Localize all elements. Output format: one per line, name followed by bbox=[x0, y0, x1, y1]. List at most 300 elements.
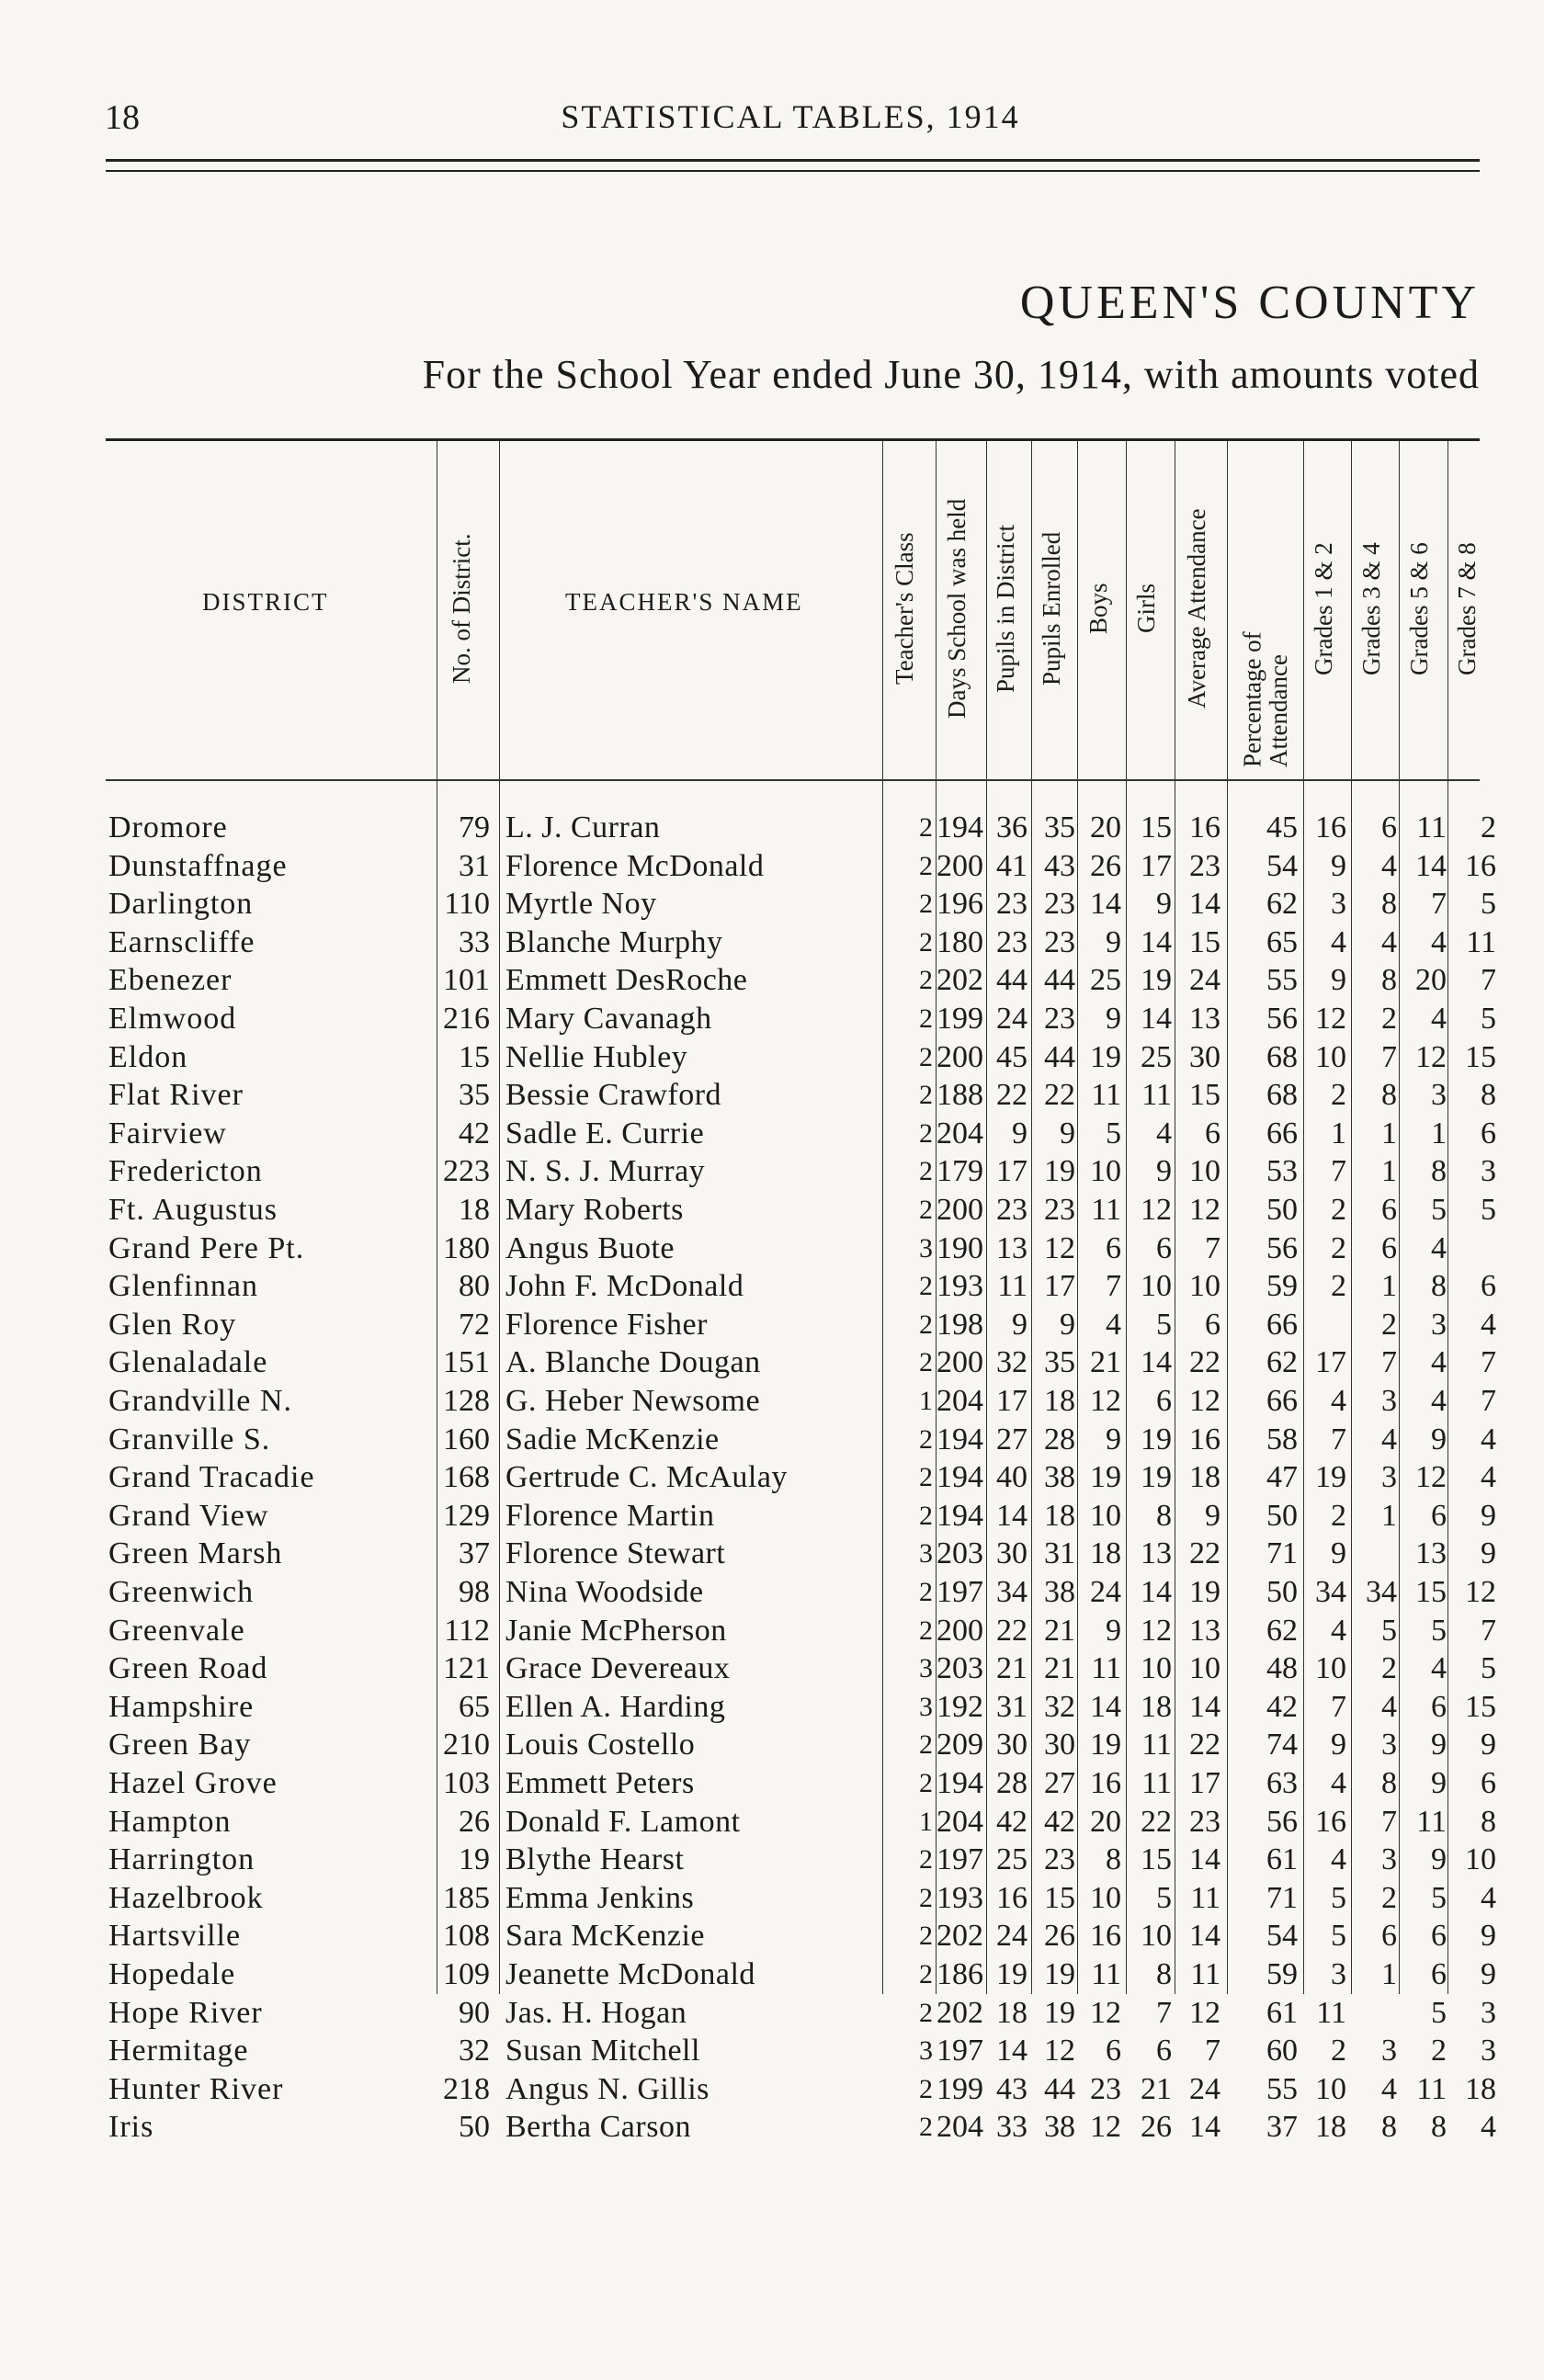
pupils-district-cell: 41 bbox=[996, 848, 1027, 883]
percentage-attendance-cell: 61 bbox=[1266, 1842, 1298, 1877]
teacher-name-cell: John F. McDonald bbox=[505, 1269, 744, 1304]
pupils-district-cell: 36 bbox=[996, 810, 1027, 844]
pupils-enrolled-cell: 38 bbox=[1044, 1460, 1075, 1495]
average-attendance-cell: 9 bbox=[1205, 1498, 1220, 1533]
table-row bbox=[0, 1421, 1544, 1458]
percentage-attendance-cell: 66 bbox=[1266, 1384, 1298, 1418]
table-row bbox=[0, 2070, 1544, 2108]
boys-cell: 5 bbox=[1106, 1116, 1121, 1150]
grades-7-8-cell: 7 bbox=[1481, 1384, 1496, 1418]
district-number-cell: 103 bbox=[443, 1766, 490, 1800]
average-attendance-cell: 11 bbox=[1190, 1880, 1220, 1915]
teacher-name-cell: Emma Jenkins bbox=[505, 1880, 695, 1915]
grades-7-8-cell: 3 bbox=[1481, 2034, 1496, 2068]
days-held-cell: 202 bbox=[937, 963, 983, 998]
grades-5-6-cell: 20 bbox=[1415, 963, 1447, 998]
teacher-name-cell: Donald F. Lamont bbox=[505, 1804, 741, 1839]
grades-3-4-cell: 1 bbox=[1381, 1116, 1397, 1150]
boys-cell: 21 bbox=[1090, 1345, 1121, 1380]
pupils-enrolled-cell: 21 bbox=[1044, 1651, 1075, 1686]
days-held-cell: 197 bbox=[937, 1842, 983, 1877]
average-attendance-cell: 6 bbox=[1205, 1116, 1220, 1150]
grades-1-2-cell: 7 bbox=[1331, 1154, 1346, 1189]
boys-cell: 11 bbox=[1091, 1651, 1121, 1686]
percentage-attendance-cell: 54 bbox=[1266, 848, 1298, 883]
teacher-name-cell: Susan Mitchell bbox=[505, 2034, 700, 2068]
district-cell: Hopedale bbox=[108, 1957, 236, 1991]
teacher-class-cell: 2 bbox=[919, 1156, 933, 1187]
grades-3-4-cell: 1 bbox=[1381, 1957, 1397, 1991]
girls-cell: 14 bbox=[1141, 1345, 1172, 1380]
average-attendance-cell: 11 bbox=[1190, 1957, 1220, 1991]
header-rule bbox=[106, 159, 1480, 162]
girls-cell: 10 bbox=[1141, 1919, 1172, 1954]
days-held-cell: 200 bbox=[937, 1613, 983, 1648]
percentage-attendance-cell: 74 bbox=[1266, 1728, 1298, 1762]
girls-cell: 14 bbox=[1141, 924, 1172, 959]
average-attendance-cell: 14 bbox=[1189, 887, 1220, 922]
grades-5-6-cell: 5 bbox=[1431, 1193, 1447, 1227]
teacher-name-cell: Emmett DesRoche bbox=[505, 963, 748, 998]
pupils-district-cell: 9 bbox=[1012, 1307, 1027, 1342]
district-cell: Glen Roy bbox=[108, 1307, 237, 1342]
district-number-cell: 37 bbox=[459, 1536, 490, 1571]
grades-7-8-cell: 9 bbox=[1481, 1498, 1496, 1533]
girls-cell: 6 bbox=[1156, 1230, 1172, 1265]
district-cell: Greenvale bbox=[108, 1613, 245, 1648]
column-header-district: DISTRICT bbox=[202, 588, 329, 616]
girls-cell: 25 bbox=[1141, 1039, 1172, 1074]
grades-3-4-cell: 4 bbox=[1381, 2071, 1397, 2106]
days-held-cell: 194 bbox=[937, 1460, 983, 1495]
table-row bbox=[0, 1343, 1544, 1381]
district-number-cell: 185 bbox=[443, 1880, 490, 1915]
girls-cell: 8 bbox=[1156, 1498, 1172, 1533]
district-number-cell: 79 bbox=[459, 810, 490, 844]
percentage-attendance-cell: 58 bbox=[1266, 1422, 1298, 1456]
grades-1-2-cell: 3 bbox=[1331, 887, 1346, 922]
pupils-enrolled-cell: 38 bbox=[1044, 1575, 1075, 1609]
table-row bbox=[0, 809, 1544, 846]
days-held-cell: 194 bbox=[937, 1422, 983, 1456]
district-number-cell: 210 bbox=[443, 1728, 490, 1762]
grades-1-2-cell: 11 bbox=[1316, 1995, 1346, 2030]
teacher-name-cell: Nina Woodside bbox=[505, 1575, 704, 1609]
table-row bbox=[0, 2032, 1544, 2069]
girls-cell: 26 bbox=[1141, 2110, 1172, 2145]
district-cell: Greenwich bbox=[108, 1575, 255, 1609]
teacher-name-cell: L. J. Curran bbox=[505, 810, 661, 844]
pupils-enrolled-cell: 28 bbox=[1044, 1422, 1075, 1456]
teacher-name-cell: Emmett Peters bbox=[505, 1766, 695, 1800]
grades-1-2-cell: 10 bbox=[1315, 2071, 1346, 2106]
boys-cell: 10 bbox=[1090, 1154, 1121, 1189]
percentage-label-line1: Percentage of bbox=[1238, 631, 1266, 767]
average-attendance-cell: 22 bbox=[1189, 1536, 1220, 1571]
teacher-name-cell: Blanche Murphy bbox=[505, 924, 723, 959]
teacher-name-cell: A. Blanche Dougan bbox=[505, 1345, 761, 1380]
table-row bbox=[0, 1917, 1544, 1955]
girls-cell: 5 bbox=[1156, 1880, 1172, 1915]
girls-cell: 9 bbox=[1156, 887, 1172, 922]
girls-cell: 17 bbox=[1141, 848, 1172, 883]
grades-3-4-cell: 7 bbox=[1381, 1804, 1397, 1839]
grades-5-6-cell: 4 bbox=[1431, 1345, 1447, 1380]
grades-1-2-cell: 4 bbox=[1331, 1613, 1346, 1648]
grades-7-8-cell: 3 bbox=[1481, 1154, 1496, 1189]
district-number-cell: 110 bbox=[444, 887, 490, 922]
district-number-cell: 26 bbox=[459, 1804, 490, 1839]
girls-cell: 19 bbox=[1141, 1460, 1172, 1495]
grades-5-6-cell: 4 bbox=[1431, 924, 1447, 959]
table-row bbox=[0, 1152, 1544, 1190]
grades-5-6-cell: 5 bbox=[1431, 1995, 1447, 2030]
girls-cell: 10 bbox=[1141, 1269, 1172, 1304]
grades-3-4-cell: 1 bbox=[1381, 1154, 1397, 1189]
grades-3-4-cell: 3 bbox=[1381, 1384, 1397, 1418]
district-number-cell: 50 bbox=[459, 2110, 490, 2145]
days-held-cell: 197 bbox=[937, 1575, 983, 1609]
percentage-attendance-cell: 50 bbox=[1266, 1575, 1298, 1609]
grades-1-2-cell: 7 bbox=[1331, 1422, 1346, 1456]
grades-1-2-cell: 2 bbox=[1331, 2034, 1346, 2068]
percentage-attendance-cell: 62 bbox=[1266, 1613, 1298, 1648]
percentage-attendance-cell: 61 bbox=[1266, 1995, 1298, 2030]
grades-3-4-cell: 4 bbox=[1381, 924, 1397, 959]
days-held-cell: 209 bbox=[937, 1728, 983, 1762]
grades-1-2-cell: 10 bbox=[1315, 1039, 1346, 1074]
table-row bbox=[0, 1306, 1544, 1343]
teacher-class-cell: 2 bbox=[919, 1080, 933, 1111]
pupils-district-cell: 14 bbox=[996, 2034, 1027, 2068]
teacher-class-cell: 3 bbox=[919, 1538, 933, 1570]
pupils-district-cell: 30 bbox=[996, 1728, 1027, 1762]
pupils-district-cell: 33 bbox=[996, 2110, 1027, 2145]
grades-3-4-cell: 8 bbox=[1381, 887, 1397, 922]
percentage-attendance-cell: 62 bbox=[1266, 887, 1298, 922]
days-held-cell: 180 bbox=[937, 924, 983, 959]
table-row bbox=[0, 1191, 1544, 1229]
teacher-name-cell: Florence Martin bbox=[505, 1498, 715, 1533]
pupils-enrolled-cell: 12 bbox=[1044, 1230, 1075, 1265]
teacher-name-cell: Ellen A. Harding bbox=[505, 1689, 726, 1724]
teacher-name-cell: Florence Fisher bbox=[505, 1307, 708, 1342]
column-header-days-held: Days School was held bbox=[943, 498, 971, 720]
grades-7-8-cell: 4 bbox=[1481, 1307, 1496, 1342]
grades-7-8-cell: 4 bbox=[1481, 1880, 1496, 1915]
boys-cell: 10 bbox=[1090, 1880, 1121, 1915]
grades-7-8-cell: 9 bbox=[1481, 1728, 1496, 1762]
grades-5-6-cell: 14 bbox=[1415, 848, 1447, 883]
grades-7-8-cell: 6 bbox=[1481, 1269, 1496, 1304]
pupils-enrolled-cell: 38 bbox=[1044, 2110, 1075, 2145]
district-number-cell: 80 bbox=[459, 1269, 490, 1304]
teacher-class-cell: 2 bbox=[919, 1959, 933, 1989]
pupils-district-cell: 45 bbox=[996, 1039, 1027, 1074]
grades-7-8-cell: 5 bbox=[1481, 1651, 1496, 1686]
grades-7-8-cell: 4 bbox=[1481, 1460, 1496, 1495]
table-row bbox=[0, 2108, 1544, 2146]
grades-3-4-cell: 2 bbox=[1381, 1651, 1397, 1686]
district-cell: Darlington bbox=[108, 887, 254, 922]
average-attendance-cell: 13 bbox=[1189, 1613, 1220, 1648]
percentage-attendance-cell: 65 bbox=[1266, 924, 1298, 959]
pupils-enrolled-cell: 12 bbox=[1044, 2034, 1075, 2068]
grades-3-4-cell: 8 bbox=[1381, 1766, 1397, 1800]
pupils-enrolled-cell: 9 bbox=[1060, 1307, 1075, 1342]
boys-cell: 11 bbox=[1091, 1193, 1121, 1227]
boys-cell: 16 bbox=[1090, 1766, 1121, 1800]
pupils-enrolled-cell: 35 bbox=[1044, 1345, 1075, 1380]
pupils-district-cell: 34 bbox=[996, 1575, 1027, 1609]
boys-cell: 9 bbox=[1106, 1613, 1121, 1648]
grades-5-6-cell: 13 bbox=[1415, 1536, 1447, 1571]
table-row bbox=[0, 1115, 1544, 1152]
pupils-district-cell: 23 bbox=[996, 924, 1027, 959]
column-header-average-attendance: Average Attendance bbox=[1183, 508, 1210, 709]
percentage-attendance-cell: 59 bbox=[1266, 1957, 1298, 1991]
teacher-name-cell: Myrtle Noy bbox=[505, 887, 657, 922]
average-attendance-cell: 23 bbox=[1189, 848, 1220, 883]
pupils-district-cell: 22 bbox=[996, 1613, 1027, 1648]
table-row bbox=[0, 1573, 1544, 1611]
column-header-grades-5-6: Grades 5 & 6 bbox=[1405, 542, 1433, 675]
girls-cell: 22 bbox=[1141, 1804, 1172, 1839]
grades-5-6-cell: 3 bbox=[1431, 1307, 1447, 1342]
average-attendance-cell: 14 bbox=[1189, 1689, 1220, 1724]
district-cell: Flat River bbox=[108, 1078, 244, 1113]
pupils-enrolled-cell: 23 bbox=[1044, 1842, 1075, 1877]
girls-cell: 9 bbox=[1156, 1154, 1172, 1189]
grades-7-8-cell: 12 bbox=[1465, 1575, 1496, 1609]
girls-cell: 12 bbox=[1141, 1193, 1172, 1227]
teacher-class-cell: 1 bbox=[919, 1386, 933, 1416]
boys-cell: 11 bbox=[1091, 1957, 1121, 1991]
grades-1-2-cell: 4 bbox=[1331, 1842, 1346, 1877]
column-header-percentage-attendance bbox=[1233, 450, 1298, 767]
days-held-cell: 204 bbox=[937, 1116, 983, 1150]
pupils-district-cell: 43 bbox=[996, 2071, 1027, 2106]
pupils-district-cell: 21 bbox=[996, 1651, 1027, 1686]
grades-5-6-cell: 6 bbox=[1431, 1957, 1447, 1991]
table-row bbox=[0, 924, 1544, 961]
pupils-enrolled-cell: 19 bbox=[1044, 1995, 1075, 2030]
column-header-teacher: TEACHER'S NAME bbox=[565, 588, 803, 616]
grades-1-2-cell: 1 bbox=[1331, 1116, 1346, 1150]
district-number-cell: 90 bbox=[459, 1995, 490, 2030]
grades-7-8-cell: 8 bbox=[1481, 1804, 1496, 1839]
teacher-class-cell: 2 bbox=[919, 1921, 933, 1952]
district-number-cell: 160 bbox=[443, 1422, 490, 1456]
grades-7-8-cell: 5 bbox=[1481, 1193, 1496, 1227]
grades-7-8-cell: 4 bbox=[1481, 1422, 1496, 1456]
grades-7-8-cell: 9 bbox=[1481, 1919, 1496, 1954]
table-row bbox=[0, 1267, 1544, 1305]
boys-cell: 6 bbox=[1106, 2034, 1121, 2068]
grades-3-4-cell: 34 bbox=[1366, 1575, 1397, 1609]
pupils-enrolled-cell: 19 bbox=[1044, 1154, 1075, 1189]
grades-5-6-cell: 1 bbox=[1431, 1116, 1447, 1150]
teacher-class-cell: 2 bbox=[919, 1844, 933, 1876]
grades-5-6-cell: 11 bbox=[1416, 1804, 1447, 1839]
boys-cell: 26 bbox=[1090, 848, 1121, 883]
pupils-enrolled-cell: 44 bbox=[1044, 1039, 1075, 1074]
teacher-class-cell: 2 bbox=[919, 1500, 933, 1531]
teacher-class-cell: 3 bbox=[919, 1232, 933, 1264]
pupils-district-cell: 16 bbox=[996, 1880, 1027, 1915]
pupils-district-cell: 14 bbox=[996, 1498, 1027, 1533]
teacher-class-cell: 3 bbox=[919, 2035, 933, 2067]
percentage-attendance-cell: 50 bbox=[1266, 1498, 1298, 1533]
teacher-class-cell: 3 bbox=[919, 1653, 933, 1684]
boys-cell: 14 bbox=[1090, 887, 1121, 922]
average-attendance-cell: 14 bbox=[1189, 2110, 1220, 2145]
grades-3-4-cell: 4 bbox=[1381, 1422, 1397, 1456]
girls-cell: 4 bbox=[1156, 1116, 1172, 1150]
grades-7-8-cell: 5 bbox=[1481, 1002, 1496, 1036]
teacher-name-cell: Sadie McKenzie bbox=[505, 1422, 720, 1456]
grades-1-2-cell: 9 bbox=[1331, 1728, 1346, 1762]
district-number-cell: 121 bbox=[443, 1651, 490, 1686]
grades-7-8-cell: 9 bbox=[1481, 1957, 1496, 1991]
district-number-cell: 151 bbox=[443, 1345, 490, 1380]
teacher-name-cell: Sara McKenzie bbox=[505, 1919, 706, 1954]
table-row bbox=[0, 1726, 1544, 1763]
boys-cell: 20 bbox=[1090, 1804, 1121, 1839]
boys-cell: 20 bbox=[1090, 810, 1121, 844]
average-attendance-cell: 19 bbox=[1189, 1575, 1220, 1609]
girls-cell: 19 bbox=[1141, 1422, 1172, 1456]
district-number-cell: 15 bbox=[459, 1039, 490, 1074]
teacher-name-cell: Mary Cavanagh bbox=[505, 1002, 712, 1036]
pupils-enrolled-cell: 27 bbox=[1044, 1766, 1075, 1800]
grades-5-6-cell: 7 bbox=[1431, 887, 1447, 922]
days-held-cell: 190 bbox=[937, 1230, 983, 1265]
grades-7-8-cell: 10 bbox=[1465, 1842, 1496, 1877]
district-cell: Iris bbox=[108, 2110, 154, 2145]
teacher-class-cell: 2 bbox=[919, 1882, 933, 1913]
boys-cell: 19 bbox=[1090, 1728, 1121, 1762]
pupils-enrolled-cell: 19 bbox=[1044, 1957, 1075, 1991]
district-cell: Granville S. bbox=[108, 1422, 271, 1456]
average-attendance-cell: 14 bbox=[1189, 1842, 1220, 1877]
district-cell: Grandville N. bbox=[108, 1384, 292, 1418]
teacher-class-cell: 2 bbox=[919, 1309, 933, 1340]
days-held-cell: 203 bbox=[937, 1651, 983, 1686]
grades-3-4-cell: 5 bbox=[1381, 1613, 1397, 1648]
grades-5-6-cell: 4 bbox=[1431, 1230, 1447, 1265]
grades-1-2-cell: 9 bbox=[1331, 963, 1346, 998]
pupils-district-cell: 44 bbox=[996, 963, 1027, 998]
grades-7-8-cell: 6 bbox=[1481, 1116, 1496, 1150]
district-number-cell: 180 bbox=[443, 1230, 490, 1265]
pupils-enrolled-cell: 15 bbox=[1044, 1880, 1075, 1915]
table-row bbox=[0, 1535, 1544, 1572]
percentage-attendance-cell: 48 bbox=[1266, 1651, 1298, 1686]
table-row bbox=[0, 1382, 1544, 1420]
teacher-class-cell: 2 bbox=[919, 850, 933, 881]
district-number-cell: 128 bbox=[443, 1384, 490, 1418]
pupils-enrolled-cell: 23 bbox=[1044, 887, 1075, 922]
pupils-enrolled-cell: 26 bbox=[1044, 1919, 1075, 1954]
grades-3-4-cell: 7 bbox=[1381, 1039, 1397, 1074]
average-attendance-cell: 18 bbox=[1189, 1460, 1220, 1495]
grades-7-8-cell: 16 bbox=[1465, 848, 1496, 883]
percentage-attendance-cell: 62 bbox=[1266, 1345, 1298, 1380]
grades-7-8-cell: 5 bbox=[1481, 887, 1496, 922]
average-attendance-cell: 10 bbox=[1189, 1154, 1220, 1189]
column-header-pupils-enrolled: Pupils Enrolled bbox=[1038, 531, 1065, 686]
grades-3-4-cell: 2 bbox=[1381, 1880, 1397, 1915]
grades-1-2-cell: 10 bbox=[1315, 1651, 1346, 1686]
pupils-district-cell: 11 bbox=[997, 1269, 1027, 1304]
average-attendance-cell: 15 bbox=[1189, 924, 1220, 959]
teacher-name-cell: Jeanette McDonald bbox=[505, 1957, 755, 1991]
grades-1-2-cell: 4 bbox=[1331, 1384, 1346, 1418]
grades-1-2-cell: 2 bbox=[1331, 1078, 1346, 1113]
grades-7-8-cell: 7 bbox=[1481, 1345, 1496, 1380]
district-cell: Hazel Grove bbox=[108, 1766, 278, 1800]
pupils-district-cell: 17 bbox=[996, 1384, 1027, 1418]
teacher-name-cell: Angus N. Gillis bbox=[505, 2071, 710, 2106]
table-row bbox=[0, 1994, 1544, 2032]
county-title: QUEEN'S COUNTY bbox=[1019, 277, 1480, 329]
days-held-cell: 199 bbox=[937, 1002, 983, 1036]
district-cell: Hampton bbox=[108, 1804, 232, 1839]
running-title: STATISTICAL TABLES, 1914 bbox=[561, 98, 1020, 135]
grades-1-2-cell: 5 bbox=[1331, 1919, 1346, 1954]
percentage-attendance-cell: 53 bbox=[1266, 1154, 1298, 1189]
days-held-cell: 188 bbox=[937, 1078, 983, 1113]
days-held-cell: 194 bbox=[937, 810, 983, 844]
grades-7-8-cell: 8 bbox=[1481, 1078, 1496, 1113]
grades-5-6-cell: 6 bbox=[1431, 1498, 1447, 1533]
average-attendance-cell: 16 bbox=[1189, 810, 1220, 844]
pupils-district-cell: 24 bbox=[996, 1002, 1027, 1036]
grades-5-6-cell: 11 bbox=[1416, 2071, 1447, 2106]
page-header bbox=[92, 92, 1489, 147]
teacher-name-cell: Grace Devereaux bbox=[505, 1651, 731, 1686]
grades-3-4-cell: 3 bbox=[1381, 1460, 1397, 1495]
grades-5-6-cell: 9 bbox=[1431, 1842, 1447, 1877]
grades-7-8-cell: 11 bbox=[1466, 924, 1496, 959]
percentage-attendance-cell: 56 bbox=[1266, 1804, 1298, 1839]
grades-3-4-cell: 7 bbox=[1381, 1345, 1397, 1380]
grades-1-2-cell: 4 bbox=[1331, 1766, 1346, 1800]
teacher-name-cell: Mary Roberts bbox=[505, 1193, 684, 1227]
days-held-cell: 193 bbox=[937, 1269, 983, 1304]
district-cell: Harrington bbox=[108, 1842, 255, 1877]
table-row bbox=[0, 847, 1544, 885]
average-attendance-cell: 10 bbox=[1189, 1269, 1220, 1304]
table-header-rule bbox=[106, 779, 1480, 781]
table-row bbox=[0, 1803, 1544, 1841]
teacher-class-cell: 3 bbox=[919, 1691, 933, 1722]
column-header-girls: Girls bbox=[1132, 584, 1160, 634]
girls-cell: 10 bbox=[1141, 1651, 1172, 1686]
table-row bbox=[0, 1230, 1544, 1267]
column-header-grades-1-2: Grades 1 & 2 bbox=[1310, 542, 1337, 675]
girls-cell: 14 bbox=[1141, 1575, 1172, 1609]
table-row bbox=[0, 1649, 1544, 1687]
grades-3-4-cell: 8 bbox=[1381, 963, 1397, 998]
girls-cell: 15 bbox=[1141, 1842, 1172, 1877]
grades-5-6-cell: 5 bbox=[1431, 1613, 1447, 1648]
grades-7-8-cell: 7 bbox=[1481, 1613, 1496, 1648]
district-number-cell: 65 bbox=[459, 1689, 490, 1724]
pupils-enrolled-cell: 23 bbox=[1044, 1193, 1075, 1227]
girls-cell: 21 bbox=[1141, 2071, 1172, 2106]
